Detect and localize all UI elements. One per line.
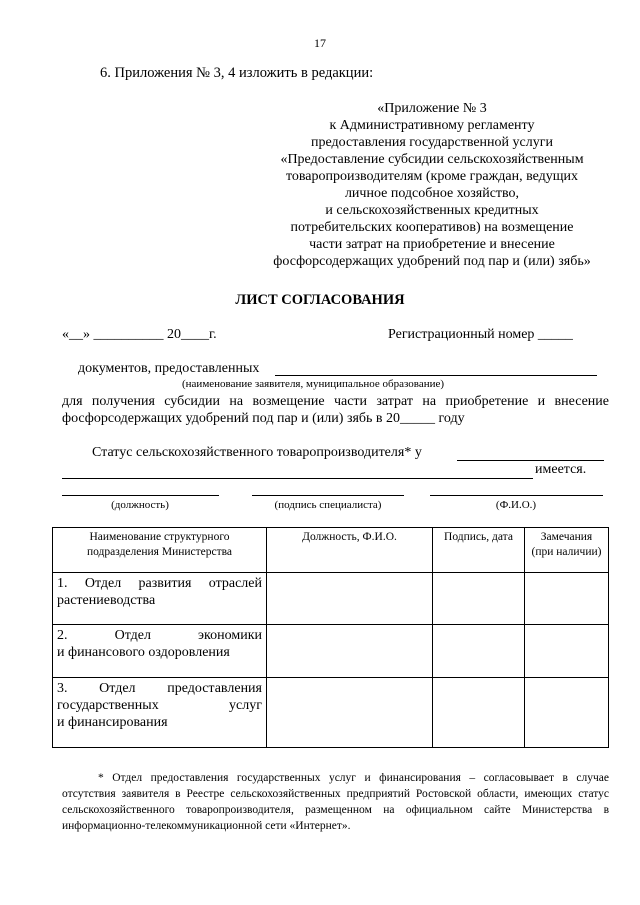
header-position-fio: Должность, Ф.И.О. xyxy=(267,528,433,573)
department-cell xyxy=(53,573,267,625)
remarks-cell[interactable] xyxy=(525,573,609,625)
page-number: 17 xyxy=(314,36,326,50)
date-line: «__» __________ 20____г. xyxy=(62,327,217,342)
department-line: 3. Отдел предоставления xyxy=(57,681,262,696)
table-header-row xyxy=(53,528,609,573)
status-line-2 xyxy=(62,478,533,479)
appendix-header-line: личное подсобное хозяйство, xyxy=(344,186,520,201)
appendix-header-line: к Административному регламенту xyxy=(329,118,535,133)
table-row xyxy=(53,678,609,748)
appendix-header-line: фосфорсодержащих удобрений под пар и (или) зябь» xyxy=(273,254,591,269)
appendix-header-line: и сельскохозяйственных кредитных xyxy=(325,203,539,218)
appendix-header-line: потребительских кооперативов) на возмещение xyxy=(290,220,574,235)
header-department: Наименование структурного подразделения Министерства xyxy=(53,528,267,573)
applicant-name-line xyxy=(275,375,597,376)
header-remarks: Замечания (при наличии) xyxy=(525,528,609,573)
department-line: и финансового оздоровления xyxy=(57,645,230,660)
table-row xyxy=(53,625,609,678)
signature-date-cell[interactable] xyxy=(433,573,525,625)
position-fio-cell[interactable] xyxy=(267,573,433,625)
fio-caption: (Ф.И.О.) xyxy=(495,499,537,511)
department-line: 1. Отдел развития отраслей xyxy=(57,576,262,591)
purpose-line-2: фосфорсодержащих удобрений под пар и (или) зябь в 20_____ году xyxy=(62,411,465,426)
position-fio-cell[interactable] xyxy=(267,625,433,678)
remarks-cell[interactable] xyxy=(525,625,609,678)
department-line: 2. Отдел экономики xyxy=(57,628,262,643)
department-line: и финансирования xyxy=(57,715,168,730)
signature-date-cell[interactable] xyxy=(433,625,525,678)
item-6-heading: 6. Приложения № 3, 4 изложить в редакции: xyxy=(100,65,374,81)
registration-number: Регистрационный номер _____ xyxy=(388,327,573,342)
department-cell xyxy=(53,625,267,678)
status-label: Статус сельскохозяйственного товаропроизводителя* у xyxy=(92,445,422,460)
appendix-header-line: «Приложение № 3 xyxy=(377,101,487,116)
document-title: ЛИСТ СОГЛАСОВАНИЯ xyxy=(235,292,405,308)
purpose-line-1: для получения субсидии на возмещение части затрат на приобретение и внесение xyxy=(62,394,609,409)
department-line: государственных услуг xyxy=(57,698,262,713)
status-end: имеется. xyxy=(535,462,587,477)
signature-line xyxy=(252,495,404,496)
signature-caption: (подпись специалиста) xyxy=(274,499,382,511)
footnote xyxy=(62,770,609,834)
position-line xyxy=(62,495,219,496)
status-line-1 xyxy=(457,460,604,461)
approval-table xyxy=(52,527,609,748)
department-cell xyxy=(53,678,267,748)
appendix-header xyxy=(258,100,606,270)
appendix-header-line: товаропроизводителям (кроме граждан, ведущих xyxy=(285,169,579,184)
footnote-text: * Отдел предоставления государственных услуг и финансирования – согласовывает в случае отсутствия заявителя в Реестре сельскохозяйственных предприятий Ростовской области, имеющих статус сельскохозяйственного товаропроизводителя, размещенном на официальном сайте Министерства в информационно-телекоммуникационной сети «Интернет». xyxy=(62,772,609,832)
applicant-caption: (наименование заявителя, муниципальное образование) xyxy=(182,378,445,390)
documents-label: документов, предоставленных xyxy=(78,361,260,376)
position-caption: (должность) xyxy=(111,499,169,511)
header-signature-date: Подпись, дата xyxy=(433,528,525,573)
position-fio-cell[interactable] xyxy=(267,678,433,748)
fio-line xyxy=(430,495,603,496)
signature-date-cell[interactable] xyxy=(433,678,525,748)
remarks-cell[interactable] xyxy=(525,678,609,748)
department-line: растениеводства xyxy=(57,593,156,608)
appendix-header-line: «Предоставление субсидии сельскохозяйственным xyxy=(280,152,584,167)
appendix-header-line: части затрат на приобретение и внесение xyxy=(309,237,555,252)
table-row xyxy=(53,573,609,625)
appendix-header-line: предоставления государственной услуги xyxy=(311,135,553,150)
